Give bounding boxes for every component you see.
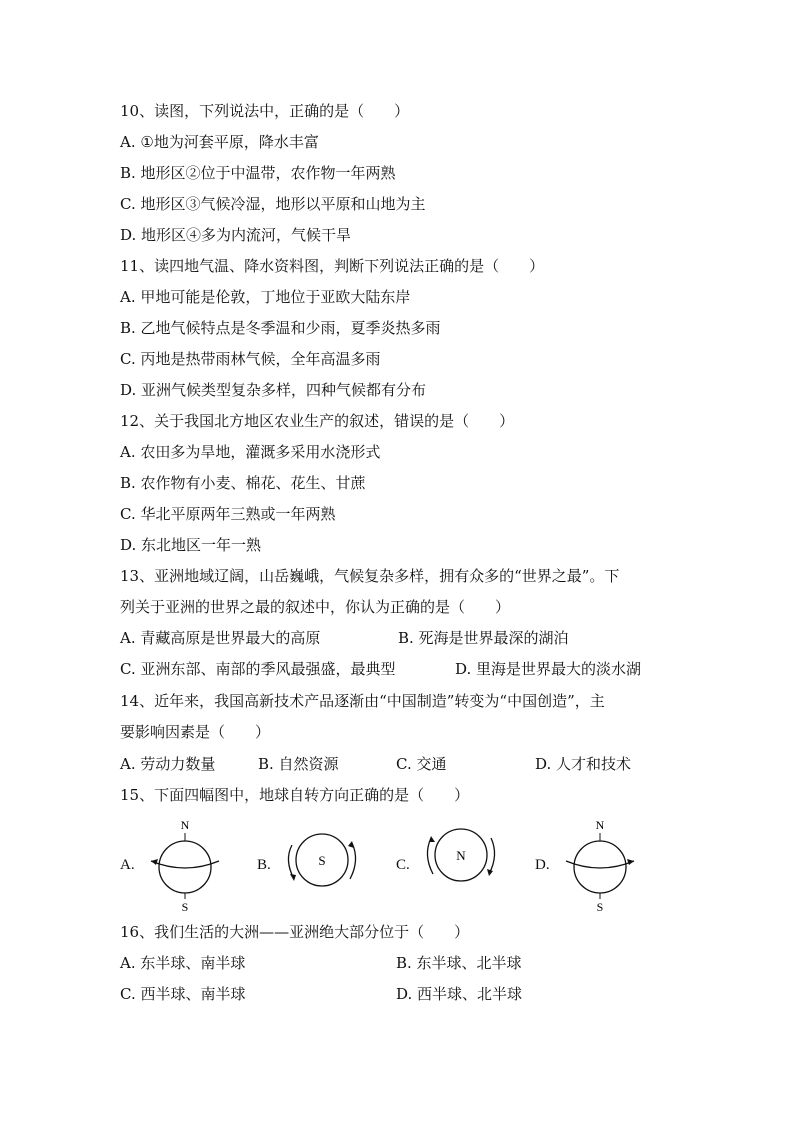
right-arc-arrow	[350, 843, 356, 879]
q14-stem-line2: 要影响因素是（ ）	[120, 723, 271, 741]
q10-option-c: C. 地形区③气候冷湿，地形以平原和山地为主	[120, 195, 426, 213]
globe-figure-b	[282, 825, 362, 895]
globe-outline	[159, 841, 211, 893]
q13-option-c: C. 亚洲东部、南部的季风最强盛，最典型	[120, 660, 396, 678]
arrow-head-icon	[290, 874, 296, 881]
q13-option-d: D. 里海是世界最大的淡水湖	[455, 660, 642, 678]
q14-option-d: D. 人才和技术	[535, 755, 632, 773]
q10-option-d: D. 地形区④多为内流河，气候干旱	[120, 226, 352, 244]
q16-option-a: A. 东半球、南半球	[120, 954, 246, 972]
q15-label-d: D.	[535, 857, 550, 873]
q13-option-b: B. 死海是世界最深的湖泊	[398, 629, 569, 647]
q12-option-c: C. 华北平原两年三熟或一年两熟	[120, 505, 336, 523]
q14-option-c: C. 交通	[396, 755, 447, 773]
q14-option-b: B. 自然资源	[258, 755, 339, 773]
q12-stem: 12、关于我国北方地区农业生产的叙述，错误的是（ ）	[120, 412, 515, 430]
q15-label-c: C.	[396, 857, 410, 873]
globe-figure-a	[145, 815, 225, 915]
globe-figure-d	[560, 815, 640, 915]
q13-option-a: A. 青藏高原是世界最大的高原	[120, 629, 321, 647]
globe-figure-c	[421, 820, 501, 890]
q11-option-a: A. 甲地可能是伦敦，丁地位于亚欧大陆东岸	[120, 288, 411, 306]
globe-outline	[574, 841, 626, 893]
left-arc-arrow	[288, 845, 294, 879]
south-pole-label: S	[181, 900, 189, 914]
right-arc-arrow	[489, 838, 495, 874]
q16-option-c: C. 西半球、南半球	[120, 985, 246, 1003]
q15-label-a: A.	[120, 857, 135, 873]
left-arc-arrow	[427, 838, 433, 874]
q14-option-a: A. 劳动力数量	[120, 755, 216, 773]
q13-stem-line2: 列关于亚洲的世界之最的叙述中，你认为正确的是（ ）	[120, 598, 511, 616]
q12-option-d: D. 东北地区一年一熟	[120, 536, 262, 554]
q16-stem: 16、我们生活的大洲——亚洲绝大部分位于（ ）	[120, 923, 470, 941]
north-pole-label: N	[456, 848, 466, 863]
q10-stem: 10、读图，下列说法中，正确的是（ ）	[120, 102, 410, 120]
q15-stem: 15、下面四幅图中，地球自转方向正确的是（ ）	[120, 786, 470, 804]
rotation-arrow	[566, 861, 634, 868]
q12-option-b: B. 农作物有小麦、棉花、花生、甘蔗	[120, 474, 366, 492]
q11-option-c: C. 丙地是热带雨林气候，全年高温多雨	[120, 350, 381, 368]
q10-option-b: B. 地形区②位于中温带，农作物一年两熟	[120, 164, 396, 182]
north-pole-label: N	[180, 818, 190, 832]
q11-option-d: D. 亚洲气候类型复杂多样，四种气候都有分布	[120, 381, 427, 399]
q14-stem-line1: 14、近年来，我国高新技术产品逐渐由“中国制造”转变为“中国创造”，主	[120, 692, 605, 710]
q11-option-b: B. 乙地气候特点是冬季温和少雨，夏季炎热多雨	[120, 319, 441, 337]
q11-stem: 11、读四地气温、降水资料图，判断下列说法正确的是（ ）	[120, 257, 545, 275]
q15-label-b: B.	[257, 857, 271, 873]
arrow-head-icon	[487, 869, 493, 876]
north-pole-label: N	[595, 818, 605, 832]
south-pole-label: S	[318, 853, 326, 868]
rotation-arrow	[151, 861, 219, 868]
q16-option-d: D. 西半球、北半球	[396, 985, 523, 1003]
q10-option-a: A. ①地为河套平原，降水丰富	[120, 133, 319, 151]
south-pole-label: S	[596, 900, 604, 914]
q13-stem-line1: 13、亚洲地域辽阔，山岳巍峨，气候复杂多样，拥有众多的“世界之最”。下	[120, 567, 620, 585]
q16-option-b: B. 东半球、北半球	[396, 954, 522, 972]
q12-option-a: A. 农田多为旱地，灌溉多采用水浇形式	[120, 443, 381, 461]
